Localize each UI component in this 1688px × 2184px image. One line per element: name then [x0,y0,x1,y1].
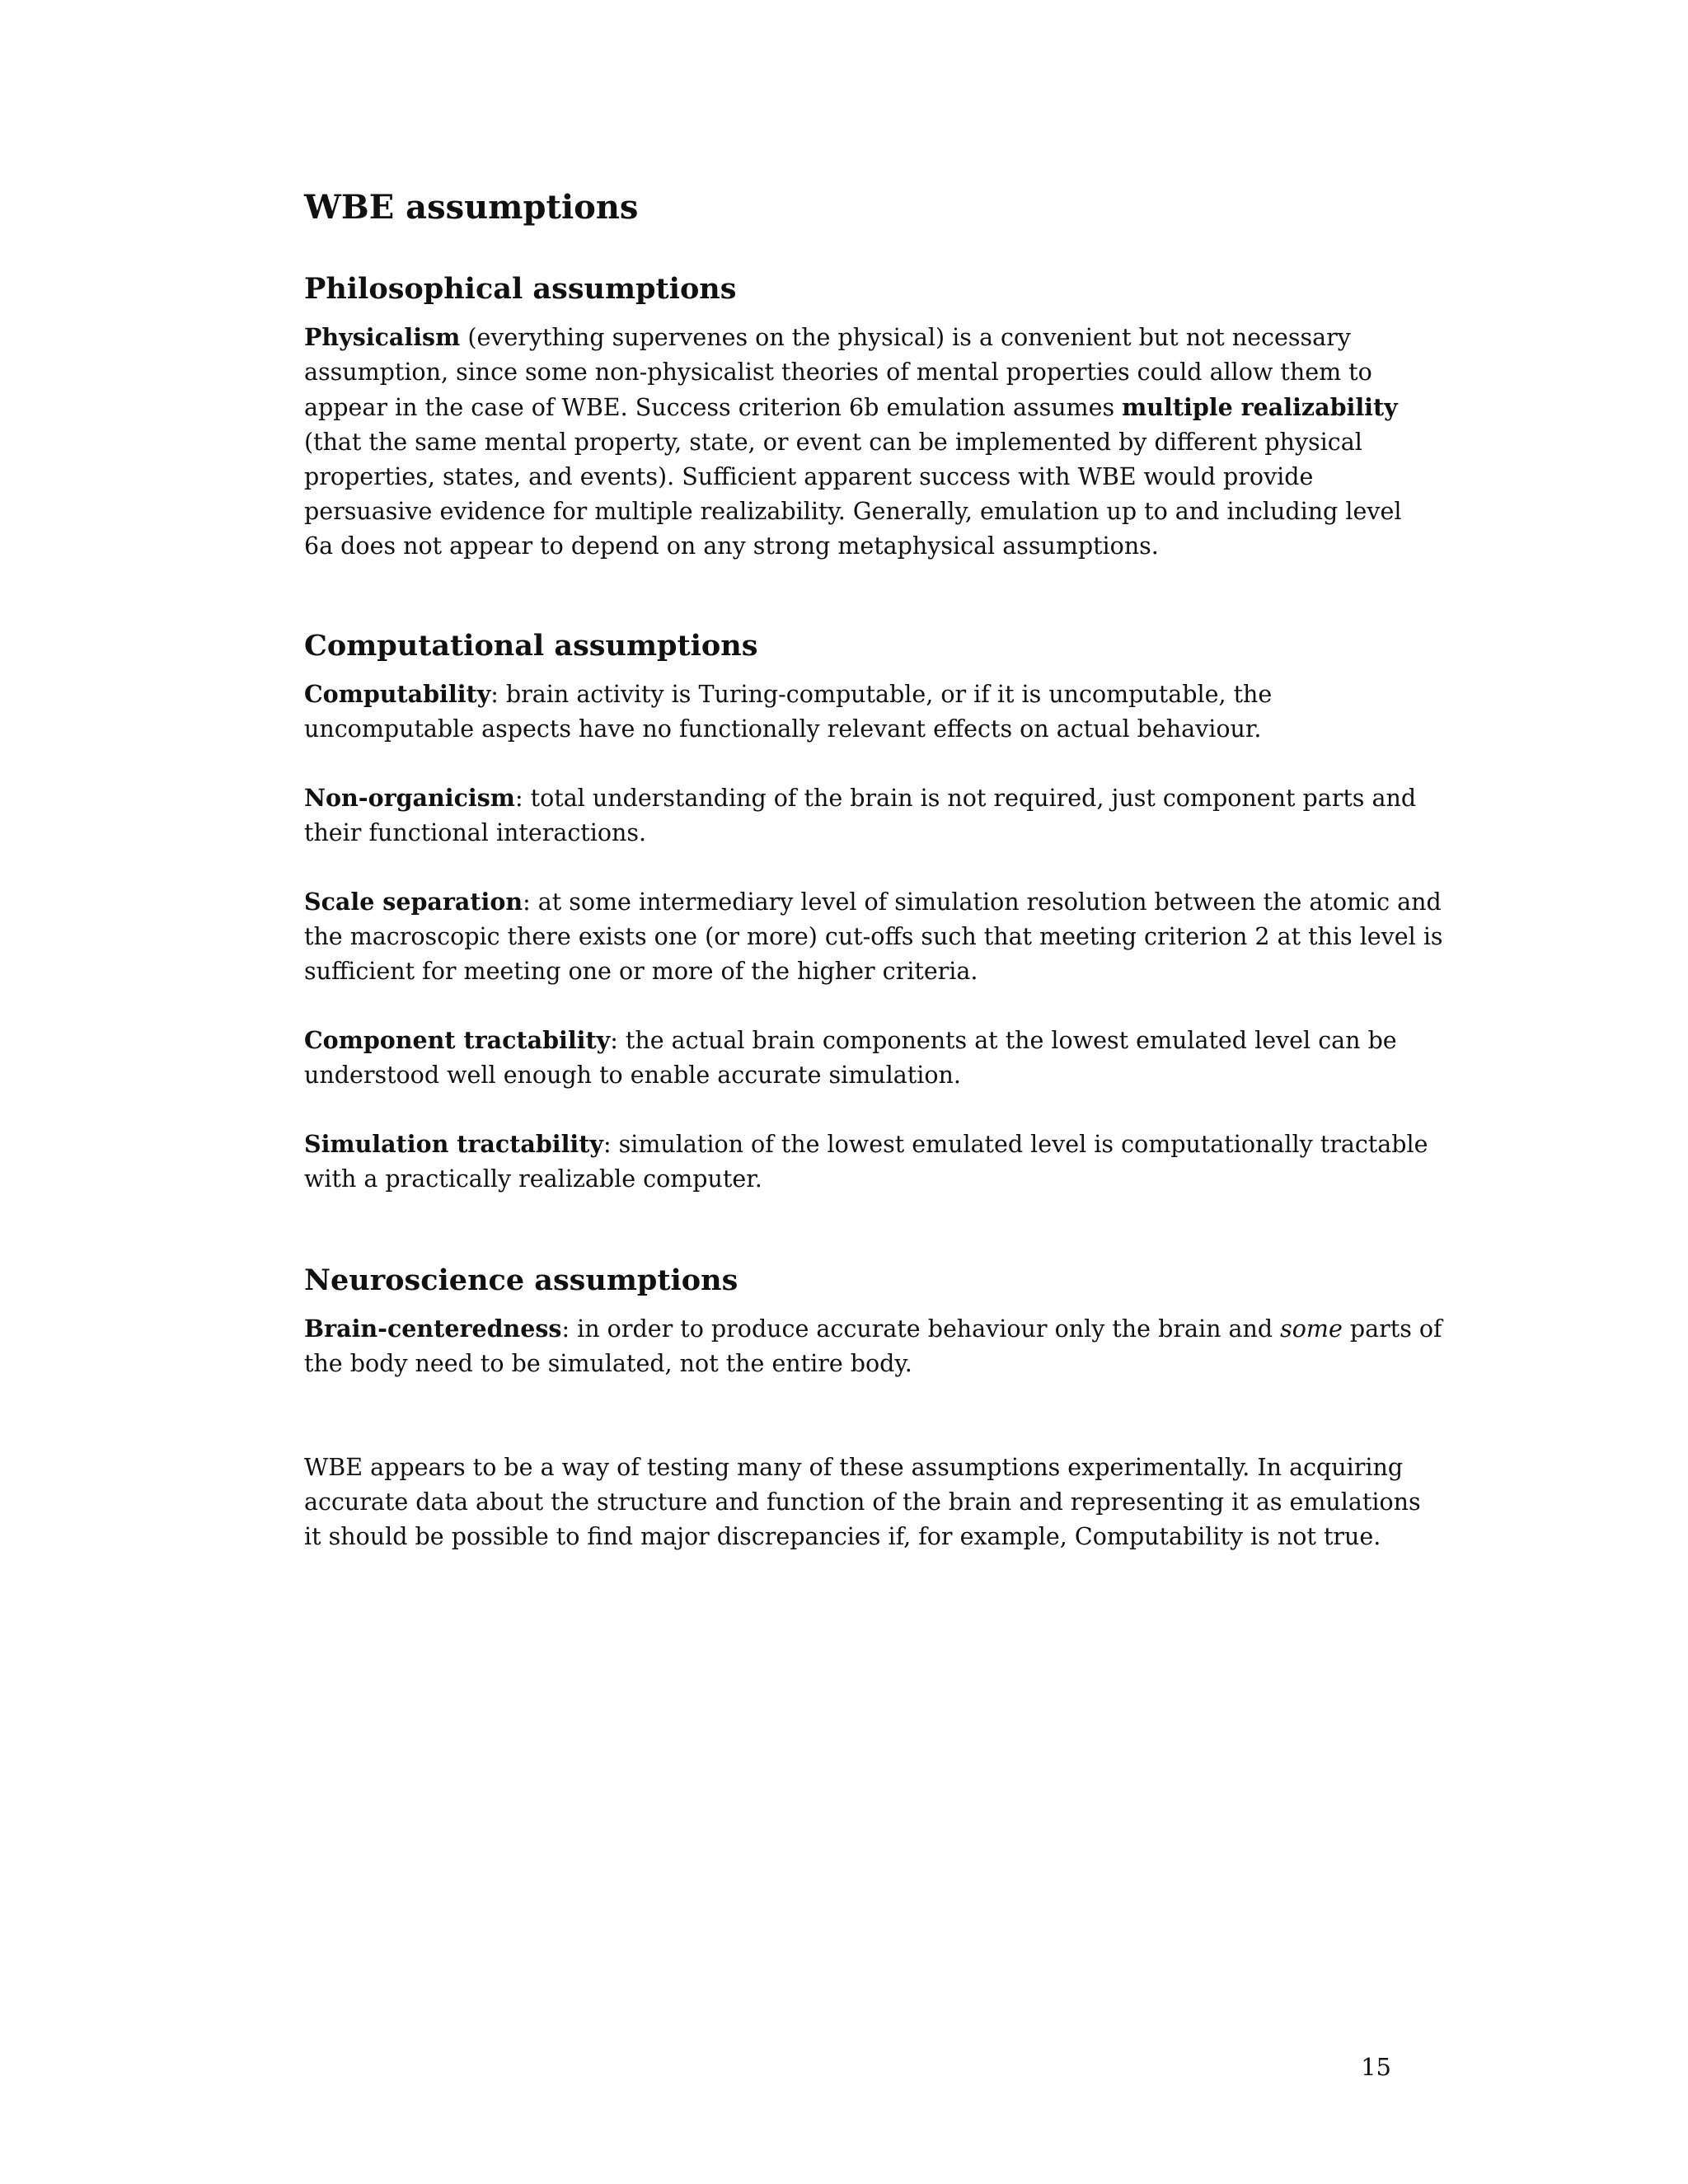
assumption-component-tractability [304,1023,1397,1093]
paragraph-line [304,529,1392,564]
line-text: appear in the case of WBE. Success criterion 6b emulation assumes [304,394,1123,421]
paragraph-line: accurate data about the structure and function of the brain and representing it as emulations [304,1488,1421,1516]
paragraph-line: the body need to be simulated, not the entire body. [304,1350,912,1377]
term-component-tractability: Component tractability [304,1026,611,1054]
paragraph-line [304,677,1392,712]
paragraph-line [304,1311,1442,1347]
paragraph-line [304,1127,1428,1162]
line-text: : the actual brain components at the lowest emulated level can be [610,1027,1397,1054]
term-scale-separation: Scale separation [304,888,523,916]
paragraph-line: it should be possible to find major discrepancies if, for example, Computability is not true. [304,1523,1381,1550]
paragraph-line [304,320,1392,355]
paragraph-line: understood well enough to enable accurate simulation. [304,1062,961,1089]
paragraph-line: uncomputable aspects have no functionally relevant effects on actual behaviour. [304,715,1262,743]
term-multiple-realizability: multiple realizability [1122,393,1398,421]
philosophical-paragraph [304,320,1402,564]
paragraph-line: the macroscopic there exists one (or more) cut-offs such that meeting criterion 2 at this level is [304,923,1443,950]
paragraph-line [304,425,1392,460]
term-brain-centeredness: Brain-centeredness [304,1315,562,1343]
line-text: (that the same mental property, state, or event can be implemented by different physical [304,429,1362,456]
line-text: properties, states, and events). Sufficient apparent success with WBE would provide [304,463,1314,490]
line-text: parts of [1342,1315,1442,1343]
line-text: 6a does not appear to depend on any strong metaphysical assumptions. [304,532,1159,560]
section-heading-neuroscience: Neuroscience assumptions [304,1263,738,1297]
paragraph-line: with a practically realizable computer. [304,1165,762,1193]
paragraph-line [304,390,1398,425]
paragraph-line [304,355,1392,390]
line-text: assumption, since some non-physicalist theories of mental properties could allow them to [304,359,1372,386]
line-text: : in order to produce accurate behaviour only the brain and [561,1315,1281,1343]
assumption-simulation-tractability [304,1127,1428,1197]
paragraph-line [304,1023,1397,1058]
paragraph-line [304,884,1442,920]
paragraph-line: sufficient for meeting one or more of the higher criteria. [304,958,978,985]
emphasis-some: some [1280,1315,1343,1343]
term-non-organicism: Non-organicism [304,784,515,812]
assumption-computability [304,677,1392,747]
page-title: WBE assumptions [304,188,639,227]
line-text: persuasive evidence for multiple realizability. Generally, emulation up to and including level [304,498,1402,525]
term-physicalism: Physicalism [304,323,461,351]
closing-paragraph [304,1451,1421,1554]
line-text: : simulation of the lowest emulated level is computationally tractable [603,1131,1428,1158]
section-heading-computational: Computational assumptions [304,629,758,663]
paragraph-line [304,460,1392,494]
assumption-brain-centeredness [304,1311,1442,1381]
line-text: : at some intermediary level of simulation resolution between the atomic and [523,888,1442,916]
assumption-scale-separation [304,884,1443,989]
section-heading-philosophical: Philosophical assumptions [304,272,737,306]
paragraph-line [304,494,1402,529]
assumption-non-organicism [304,780,1417,851]
paragraph-line: WBE appears to be a way of testing many of these assumptions experimentally. In acquiring [304,1454,1404,1481]
page-number: 15 [1361,2053,1391,2081]
paragraph-line: their functional interactions. [304,819,647,846]
line-text: : brain activity is Turing-computable, or if it is uncomputable, the [490,681,1273,708]
term-computability: Computability [304,680,491,708]
term-simulation-tractability: Simulation tractability [304,1130,603,1158]
line-text: : total understanding of the brain is not required, just component parts and [514,785,1417,812]
paragraph-line [304,780,1417,816]
line-text: (everything supervenes on the physical) is a convenient but not necessary [460,324,1351,351]
